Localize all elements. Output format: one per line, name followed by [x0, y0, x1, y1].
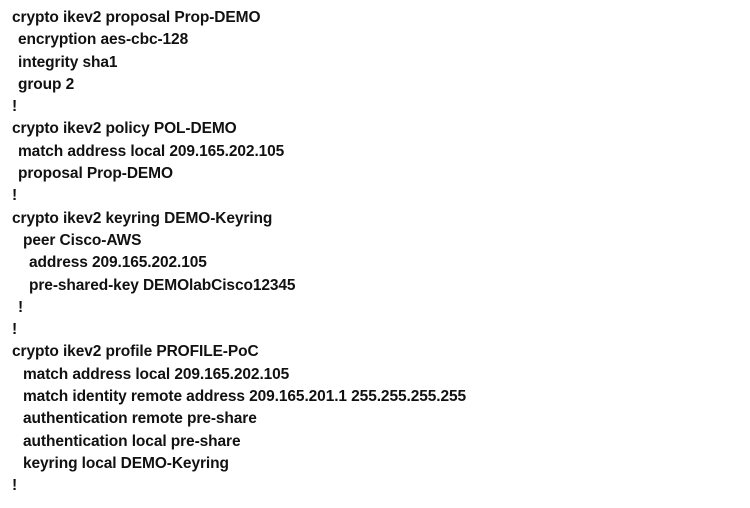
config-line: encryption aes-cbc-128 — [18, 31, 189, 49]
config-line: keyring local DEMO-Keyring — [23, 454, 229, 472]
config-line: group 2 — [18, 75, 75, 93]
config-line: crypto ikev2 profile PROFILE-PoC — [12, 343, 259, 361]
config-line: proposal Prop-DEMO — [18, 165, 173, 183]
config-separator: ! — [12, 187, 18, 205]
config-line: integrity sha1 — [18, 53, 118, 71]
config-line: authentication local pre-share — [23, 432, 241, 450]
config-line: authentication remote pre-share — [23, 410, 257, 428]
config-line: address 209.165.202.105 — [29, 254, 207, 272]
config-separator: ! — [12, 477, 18, 495]
config-line: crypto ikev2 keyring DEMO-Keyring — [12, 209, 273, 227]
config-separator: ! — [12, 321, 18, 339]
config-line: crypto ikev2 policy POL-DEMO — [12, 120, 237, 138]
config-separator: ! — [18, 298, 24, 316]
config-separator: ! — [12, 98, 18, 116]
config-line: crypto ikev2 proposal Prop-DEMO — [12, 9, 261, 26]
config-line: match address local 209.165.202.105 — [18, 142, 285, 160]
config-line: pre-shared-key DEMOlabCisco12345 — [29, 276, 296, 294]
config-line: match identity remote address 209.165.201.1 255.255.255.255 — [23, 388, 467, 406]
config-line: match address local 209.165.202.105 — [23, 365, 290, 383]
config-line: peer Cisco-AWS — [23, 231, 142, 249]
ikev2-config-listing — [12, 7, 466, 498]
